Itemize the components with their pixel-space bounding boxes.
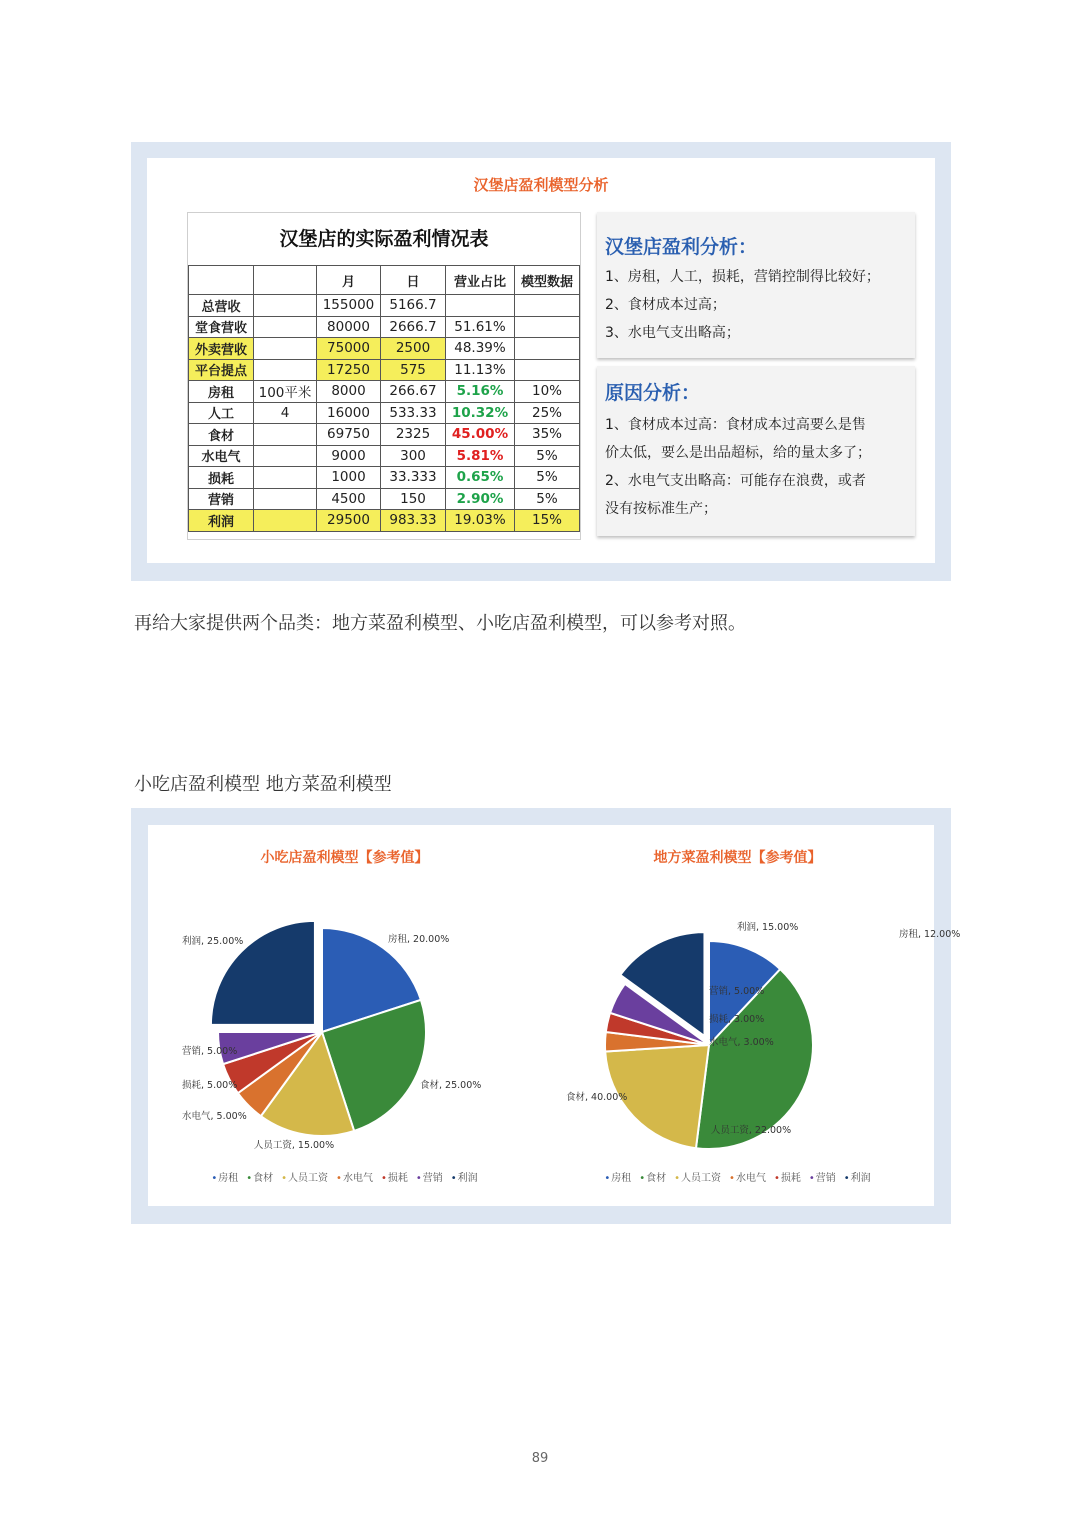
analysis-line: 3、水电气支出略高； bbox=[605, 325, 740, 341]
slide-title: 汉堡店盈利模型分析 bbox=[473, 176, 609, 194]
header-cell: 营业占比 bbox=[446, 266, 515, 295]
cell-name: 食材 bbox=[189, 424, 254, 446]
legend-marker: • bbox=[843, 1173, 850, 1184]
legend-marker: • bbox=[415, 1173, 422, 1184]
pie-data-label: 营销, 5.00% bbox=[709, 986, 765, 997]
cell-month: 75000 bbox=[317, 338, 381, 360]
table-row bbox=[189, 295, 580, 317]
pie-data-label: 食材, 40.00% bbox=[566, 1092, 628, 1103]
cell-model bbox=[515, 359, 580, 381]
cell-day: 2325 bbox=[381, 424, 446, 446]
table-header-row bbox=[189, 266, 580, 295]
analysis-box bbox=[597, 212, 915, 358]
reason-box bbox=[597, 366, 915, 536]
legend-label: 利润 bbox=[850, 1173, 871, 1184]
pie-data-label: 营销, 5.00% bbox=[182, 1046, 238, 1057]
cell-note bbox=[254, 424, 317, 446]
legend-marker: • bbox=[808, 1173, 815, 1184]
cell-month: 155000 bbox=[317, 295, 381, 317]
cell-ratio: 5.16% bbox=[446, 381, 515, 403]
legend-label: 损耗 bbox=[780, 1173, 801, 1184]
table-row bbox=[189, 316, 580, 338]
pie-data-label: 损耗, 5.00% bbox=[182, 1080, 238, 1091]
chart-caption: 小吃店盈利模型 地方菜盈利模型 bbox=[134, 774, 392, 795]
table-row bbox=[189, 467, 580, 489]
pie-data-label: 水电气, 3.00% bbox=[709, 1037, 774, 1048]
reason-line: 价太低，要么是出品超标，给的量太多了； bbox=[605, 445, 871, 461]
cell-note bbox=[254, 467, 317, 489]
cell-note bbox=[254, 510, 317, 532]
chart-title: 地方菜盈利模型【参考值】 bbox=[653, 850, 822, 866]
legend-marker: • bbox=[336, 1173, 342, 1184]
cell-note bbox=[254, 295, 317, 317]
analysis-line: 1、房租，人工，损耗，营销控制得比较好； bbox=[605, 269, 880, 285]
cell-name: 水电气 bbox=[189, 445, 254, 467]
slide-hamburger bbox=[147, 158, 935, 563]
cell-month: 17250 bbox=[317, 359, 381, 381]
table-row bbox=[189, 338, 580, 360]
pie-data-label: 人员工资, 22.00% bbox=[710, 1125, 792, 1136]
body-paragraph: 再给大家提供两个品类：地方菜盈利模型、小吃店盈利模型，可以参考对照。 bbox=[134, 613, 746, 634]
cell-ratio: 51.61% bbox=[446, 316, 515, 338]
legend-label: 营销 bbox=[815, 1173, 836, 1184]
cell-month: 29500 bbox=[317, 510, 381, 532]
cell-note bbox=[254, 316, 317, 338]
cell-note bbox=[254, 445, 317, 467]
legend-item bbox=[381, 1173, 408, 1184]
legend-label: 人员工资 bbox=[288, 1173, 329, 1184]
cell-day: 150 bbox=[381, 488, 446, 510]
legend-label: 食材 bbox=[253, 1173, 274, 1184]
cell-ratio: 45.00% bbox=[446, 424, 515, 446]
cell-ratio: 0.65% bbox=[446, 467, 515, 489]
cell-name: 利润 bbox=[189, 510, 254, 532]
pie-data-label: 水电气, 5.00% bbox=[182, 1111, 247, 1122]
legend-item bbox=[416, 1173, 443, 1184]
legend-item bbox=[604, 1173, 631, 1184]
cell-month: 9000 bbox=[317, 445, 381, 467]
legend-marker: • bbox=[246, 1173, 253, 1184]
cell-ratio: 2.90% bbox=[446, 488, 515, 510]
header-cell: 月 bbox=[317, 266, 381, 295]
cell-month: 80000 bbox=[317, 316, 381, 338]
chart-title: 小吃店盈利模型【参考值】 bbox=[260, 850, 429, 866]
legend-item bbox=[211, 1173, 238, 1184]
legend-label: 水电气 bbox=[342, 1173, 373, 1184]
header-cell: 模型数据 bbox=[515, 266, 580, 295]
legend-item bbox=[639, 1173, 666, 1184]
table-row bbox=[189, 488, 580, 510]
legend-marker: • bbox=[639, 1173, 646, 1184]
cell-month: 4500 bbox=[317, 488, 381, 510]
cell-model: 5% bbox=[515, 467, 580, 489]
cell-ratio: 5.81% bbox=[446, 445, 515, 467]
legend-item bbox=[844, 1173, 871, 1184]
table-row bbox=[189, 381, 580, 403]
pie-data-label: 人员工资, 15.00% bbox=[253, 1140, 335, 1151]
cell-ratio bbox=[446, 295, 515, 317]
cell-day: 266.67 bbox=[381, 381, 446, 403]
legend-label: 损耗 bbox=[387, 1173, 408, 1184]
cell-model: 35% bbox=[515, 424, 580, 446]
legend-item bbox=[729, 1173, 766, 1184]
legend-item bbox=[336, 1173, 373, 1184]
legend-item bbox=[674, 1173, 721, 1184]
cell-day: 300 bbox=[381, 445, 446, 467]
cell-model bbox=[515, 338, 580, 360]
legend-label: 房租 bbox=[218, 1173, 239, 1184]
cell-day: 533.33 bbox=[381, 402, 446, 424]
pie-data-label: 利润, 15.00% bbox=[737, 922, 799, 933]
cell-name: 营销 bbox=[189, 488, 254, 510]
reason-line: 2、水电气支出略高：可能存在浪费，或者 bbox=[605, 473, 866, 489]
pie-data-label: 食材, 25.00% bbox=[420, 1080, 482, 1091]
cell-note bbox=[254, 338, 317, 360]
cell-model: 10% bbox=[515, 381, 580, 403]
cell-name: 人工 bbox=[189, 402, 254, 424]
legend-item bbox=[281, 1173, 328, 1184]
cell-ratio: 10.32% bbox=[446, 402, 515, 424]
cell-day: 2666.7 bbox=[381, 316, 446, 338]
cell-note: 100平米 bbox=[254, 381, 317, 403]
cell-model: 5% bbox=[515, 445, 580, 467]
analysis-line: 2、食材成本过高； bbox=[605, 297, 726, 313]
cell-note bbox=[254, 359, 317, 381]
chart-legend bbox=[541, 1169, 934, 1184]
cell-day: 2500 bbox=[381, 338, 446, 360]
pie-data-label: 利润, 25.00% bbox=[182, 936, 244, 947]
legend-label: 利润 bbox=[457, 1173, 478, 1184]
cell-name: 堂食营收 bbox=[189, 316, 254, 338]
slide-pies bbox=[148, 825, 961, 1206]
table-row bbox=[189, 510, 580, 532]
legend-label: 食材 bbox=[646, 1173, 667, 1184]
table-title: 汉堡店的实际盈利情况表 bbox=[279, 228, 489, 250]
cell-model: 15% bbox=[515, 510, 580, 532]
snack-pie-panel bbox=[148, 825, 541, 1206]
legend-item bbox=[809, 1173, 836, 1184]
legend-item bbox=[246, 1173, 273, 1184]
legend-label: 人员工资 bbox=[681, 1173, 722, 1184]
legend-marker: • bbox=[729, 1173, 735, 1184]
legend-item bbox=[774, 1173, 801, 1184]
legend-item bbox=[451, 1173, 478, 1184]
cell-name: 外卖营收 bbox=[189, 338, 254, 360]
cell-name: 房租 bbox=[189, 381, 254, 403]
cell-model: 25% bbox=[515, 402, 580, 424]
cell-month: 16000 bbox=[317, 402, 381, 424]
header-cell bbox=[254, 266, 317, 295]
cell-name: 平台提点 bbox=[189, 359, 254, 381]
legend-marker: • bbox=[380, 1173, 387, 1184]
analysis-title: 汉堡店盈利分析： bbox=[605, 236, 758, 258]
legend-label: 房租 bbox=[611, 1173, 632, 1184]
local-cuisine-pie-chart bbox=[541, 825, 961, 1206]
legend-marker: • bbox=[773, 1173, 780, 1184]
cell-day: 983.33 bbox=[381, 510, 446, 532]
cell-day: 5166.7 bbox=[381, 295, 446, 317]
reason-line: 没有按标准生产； bbox=[605, 501, 717, 517]
cell-note bbox=[254, 488, 317, 510]
table-row bbox=[189, 402, 580, 424]
pie-data-label: 损耗, 3.00% bbox=[709, 1014, 765, 1025]
table-row bbox=[189, 359, 580, 381]
pie-data-label: 房租, 12.00% bbox=[899, 929, 961, 940]
legend-label: 营销 bbox=[422, 1173, 443, 1184]
local-cuisine-pie-panel bbox=[541, 825, 961, 1206]
legend-marker: • bbox=[604, 1173, 611, 1184]
legend-marker: • bbox=[450, 1173, 457, 1184]
cell-ratio: 11.13% bbox=[446, 359, 515, 381]
legend-marker: • bbox=[281, 1173, 288, 1184]
legend-marker: • bbox=[211, 1173, 218, 1184]
cell-ratio: 19.03% bbox=[446, 510, 515, 532]
cell-month: 1000 bbox=[317, 467, 381, 489]
chart-legend bbox=[148, 1169, 541, 1184]
cell-day: 575 bbox=[381, 359, 446, 381]
cell-model bbox=[515, 316, 580, 338]
table-row bbox=[189, 424, 580, 446]
slide-frame-hamburger bbox=[131, 142, 951, 581]
slide-frame-pies bbox=[131, 808, 961, 1224]
cell-note: 4 bbox=[254, 402, 317, 424]
cell-day: 33.333 bbox=[381, 467, 446, 489]
cell-name: 总营收 bbox=[189, 295, 254, 317]
reason-title: 原因分析： bbox=[605, 382, 701, 404]
cell-month: 69750 bbox=[317, 424, 381, 446]
legend-marker: • bbox=[674, 1173, 681, 1184]
profit-table bbox=[188, 265, 580, 532]
profit-table-card bbox=[187, 212, 581, 540]
cell-model bbox=[515, 295, 580, 317]
cell-name: 损耗 bbox=[189, 467, 254, 489]
reason-line: 1、食材成本过高：食材成本过高要么是售 bbox=[605, 417, 866, 433]
header-cell bbox=[189, 266, 254, 295]
page-number: 89 bbox=[531, 1451, 549, 1466]
legend-label: 水电气 bbox=[735, 1173, 766, 1184]
header-cell: 日 bbox=[381, 266, 446, 295]
cell-model: 5% bbox=[515, 488, 580, 510]
cell-month: 8000 bbox=[317, 381, 381, 403]
cell-ratio: 48.39% bbox=[446, 338, 515, 360]
table-row bbox=[189, 445, 580, 467]
snack-pie-chart bbox=[148, 825, 541, 1206]
pie-data-label: 房租, 20.00% bbox=[388, 934, 450, 945]
